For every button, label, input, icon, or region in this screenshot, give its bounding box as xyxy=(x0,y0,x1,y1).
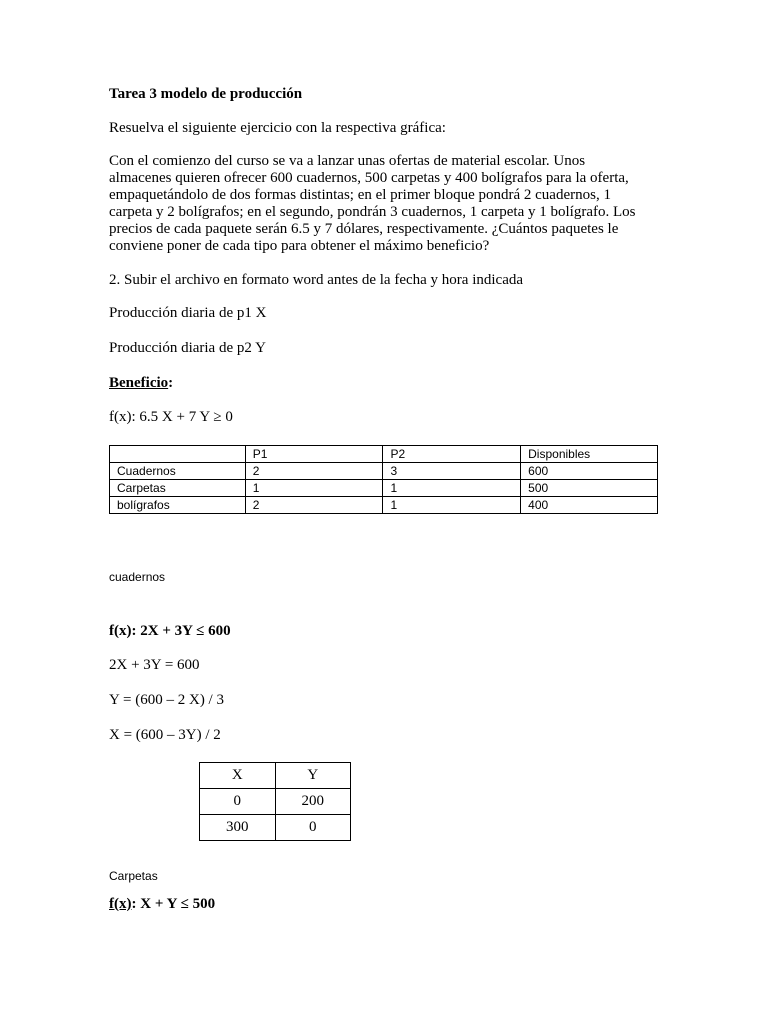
cuadernos-x-formula: X = (600 – 3Y) / 2 xyxy=(109,727,221,743)
table-cell: Cuadernos xyxy=(110,463,246,480)
resources-table xyxy=(109,445,658,514)
table-cell: 500 xyxy=(521,480,658,497)
variable-y-definition: Producción diaria de p2 Y xyxy=(109,340,266,356)
instruction-text: Resuelva el siguiente ejercicio con la respectiva gráfica: xyxy=(109,120,446,136)
section-carpetas: Carpetas xyxy=(109,869,158,883)
cuadernos-constraint: f(x): 2X + 3Y ≤ 600 xyxy=(109,623,231,639)
table-cell: 600 xyxy=(521,463,658,480)
problem-line: Con el comienzo del curso se va a lanzar unas ofertas de material escolar. Unos xyxy=(109,153,586,169)
problem-line: empaquetándolo de dos formas distintas; en el primer bloque pondrá 2 cuadernos, 1 xyxy=(109,187,611,203)
problem-line: precios de cada paquete serán 6.5 y 7 dólares, respectivamente. ¿Cuántos paquetes le xyxy=(109,221,619,237)
problem-line: almacenes quieren ofrecer 600 cuadernos, 500 carpetas y 400 bolígrafos para la oferta, xyxy=(109,170,629,186)
table-cell: bolígrafos xyxy=(110,497,246,514)
objective-function: f(x): 6.5 X + 7 Y ≥ 0 xyxy=(109,409,233,425)
beneficio-heading xyxy=(109,375,173,392)
carpetas-constraint xyxy=(109,896,215,913)
xy-table xyxy=(199,762,351,841)
table-cell: Carpetas xyxy=(110,480,246,497)
table-cell: 0 xyxy=(200,789,276,815)
table-cell: 3 xyxy=(383,463,521,480)
beneficio-colon: : xyxy=(168,375,174,391)
table-header-row xyxy=(200,763,351,789)
table-header-row xyxy=(110,446,658,463)
table-cell: 1 xyxy=(245,480,383,497)
table-cell: 200 xyxy=(275,789,351,815)
carpetas-constraint-prefix: f(x) xyxy=(109,896,132,912)
table-cell: 0 xyxy=(275,815,351,841)
table-row xyxy=(110,463,658,480)
beneficio-label: Beneficio xyxy=(109,375,169,391)
problem-line: carpeta y 2 bolígrafos; en el segundo, pondrán 3 cuadernos, 1 carpeta y 1 bolígrafo. Los xyxy=(109,204,636,220)
table-cell: 400 xyxy=(521,497,658,514)
document-title: Tarea 3 modelo de producción xyxy=(109,86,303,102)
variable-x-definition: Producción diaria de p1 X xyxy=(109,305,267,321)
table-row xyxy=(110,497,658,514)
table-header-cell: X xyxy=(200,763,276,789)
problem-line: conviene poner de cada tipo para obtener el máximo beneficio? xyxy=(109,238,490,254)
table-row xyxy=(200,815,351,841)
table-header-cell: Disponibles xyxy=(521,446,658,463)
cuadernos-y-formula: Y = (600 – 2 X) / 3 xyxy=(109,692,224,708)
table-cell: 1 xyxy=(383,497,521,514)
table-cell: 2 xyxy=(245,463,383,480)
table-row xyxy=(110,480,658,497)
table-header-cell: Y xyxy=(275,763,351,789)
cuadernos-equation: 2X + 3Y = 600 xyxy=(109,657,200,673)
table-header-cell: P1 xyxy=(245,446,383,463)
table-row xyxy=(200,789,351,815)
table-cell: 2 xyxy=(245,497,383,514)
step-2-text: 2. Subir el archivo en formato word antes de la fecha y hora indicada xyxy=(109,272,524,288)
section-cuadernos: cuadernos xyxy=(109,570,166,584)
table-cell: 1 xyxy=(383,480,521,497)
problem-statement xyxy=(109,153,689,255)
carpetas-constraint-rest: : X + Y ≤ 500 xyxy=(131,896,216,912)
table-header-cell: P2 xyxy=(383,446,521,463)
table-cell: 300 xyxy=(200,815,276,841)
table-header-cell xyxy=(110,446,246,463)
